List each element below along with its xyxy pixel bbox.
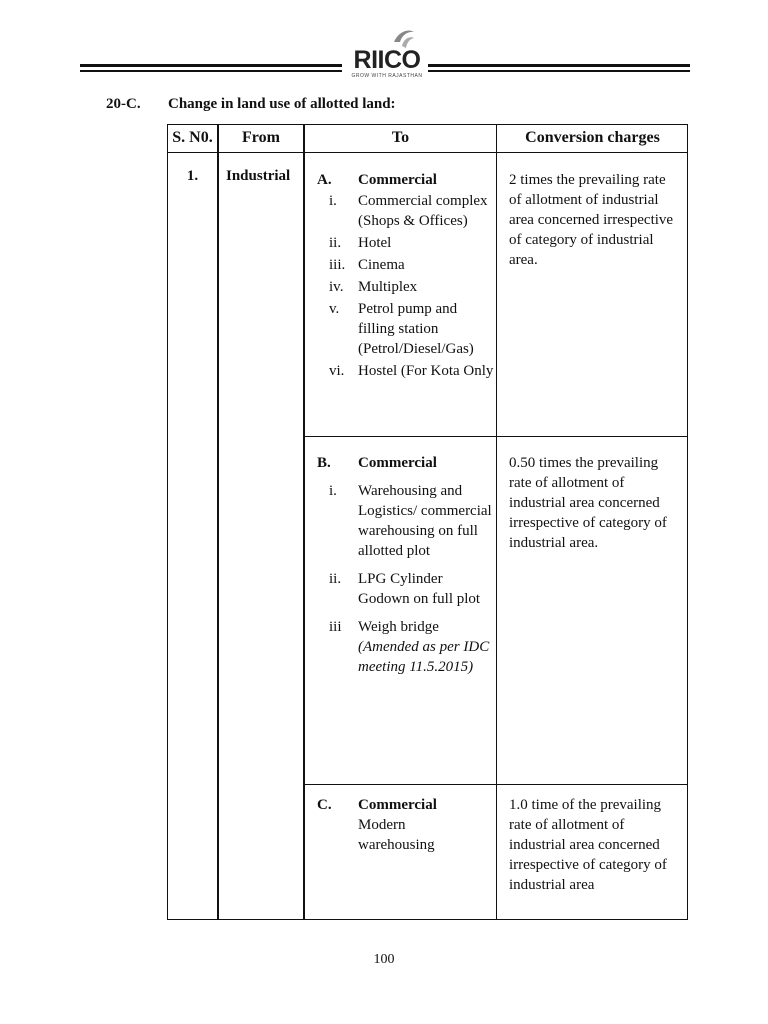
section-number: 20-C. (106, 96, 141, 112)
amendment-note: (Amended as per IDC meeting 11.5.2015) (358, 639, 490, 675)
item-number: iii (329, 619, 342, 635)
list-item (317, 191, 495, 231)
group-b-title: Commercial (358, 455, 437, 471)
list-item (317, 299, 495, 359)
list-item (317, 233, 495, 253)
item-text: Petrol pump and filling station (Petrol/Diesel/Gas) (358, 301, 474, 357)
group-c-title: Commercial (358, 797, 437, 813)
item-text: LPG Cylinder Godown on full plot (358, 571, 481, 607)
group-b-charges: 0.50 times the prevailing rate of allotment of industrial area concerned irrespective of category of industrial area. (509, 455, 667, 551)
land-use-table (167, 124, 688, 920)
list-item (317, 361, 495, 381)
group-a-label: A. (317, 172, 332, 188)
group-divider-ab (304, 436, 687, 437)
item-number: i. (329, 193, 337, 209)
list-item (317, 277, 495, 297)
logo-text: RIICO (353, 46, 421, 74)
list-item (317, 255, 495, 275)
col-divider-1 (217, 125, 219, 919)
item-text: Hostel (For Kota Only (358, 363, 494, 379)
item-text: Cinema (358, 257, 405, 273)
list-item (317, 481, 495, 561)
item-number: ii. (329, 235, 342, 251)
list-item (317, 617, 495, 677)
header-rule-right-thin (428, 70, 690, 72)
item-number: iii. (329, 257, 346, 273)
section-title: Change in land use of allotted land: (168, 96, 396, 112)
list-item (317, 569, 495, 609)
group-c-label: C. (317, 797, 332, 813)
item-text: Hotel (358, 235, 392, 251)
riico-logo (350, 26, 424, 82)
item-text: Weigh bridge (358, 619, 439, 635)
header-rule-right-thick (428, 64, 690, 67)
col-header-sno: S. N0. (172, 129, 213, 146)
col-header-from: From (242, 129, 280, 146)
header-rule-left-thick (80, 64, 342, 67)
group-a-charges: 2 times the prevailing rate of allotment of industrial area concerned irrespective of category of industrial area. (509, 172, 674, 268)
group-c-to (317, 795, 495, 855)
item-number: i. (329, 483, 337, 499)
col-divider-3 (496, 125, 497, 919)
group-c-subtitle-text: Modern warehousing (358, 817, 435, 853)
group-b-label: B. (317, 455, 331, 471)
item-text: Multiplex (358, 279, 418, 295)
group-a-title: Commercial (358, 172, 437, 188)
col-divider-2 (303, 125, 305, 919)
header-rule-left-thin (80, 70, 342, 72)
row-from-value: Industrial (226, 168, 291, 184)
item-text: Warehousing and Logistics/ commercial warehousing on full allotted plot (358, 483, 492, 559)
item-text: Commercial complex (Shops & Offices) (358, 193, 488, 229)
item-number: ii. (329, 571, 342, 587)
col-header-charges: Conversion charges (525, 129, 660, 146)
item-number: v. (329, 301, 340, 317)
group-c-charges: 1.0 time of the prevailing rate of allotment of industrial area concerned irrespective of category of industrial area (509, 797, 667, 893)
item-number: iv. (329, 279, 344, 295)
group-a-to (317, 170, 495, 381)
group-c-subtitle (317, 815, 458, 855)
col-header-to: To (391, 129, 410, 146)
group-divider-bc (304, 784, 687, 785)
page-number: 100 (373, 952, 395, 967)
group-b-to (317, 453, 495, 677)
row-serial-number: 1. (186, 168, 199, 184)
header-divider (168, 152, 687, 153)
logo-tagline: GROW WITH RAJASTHAN (351, 73, 423, 79)
item-number: vi. (329, 363, 345, 379)
